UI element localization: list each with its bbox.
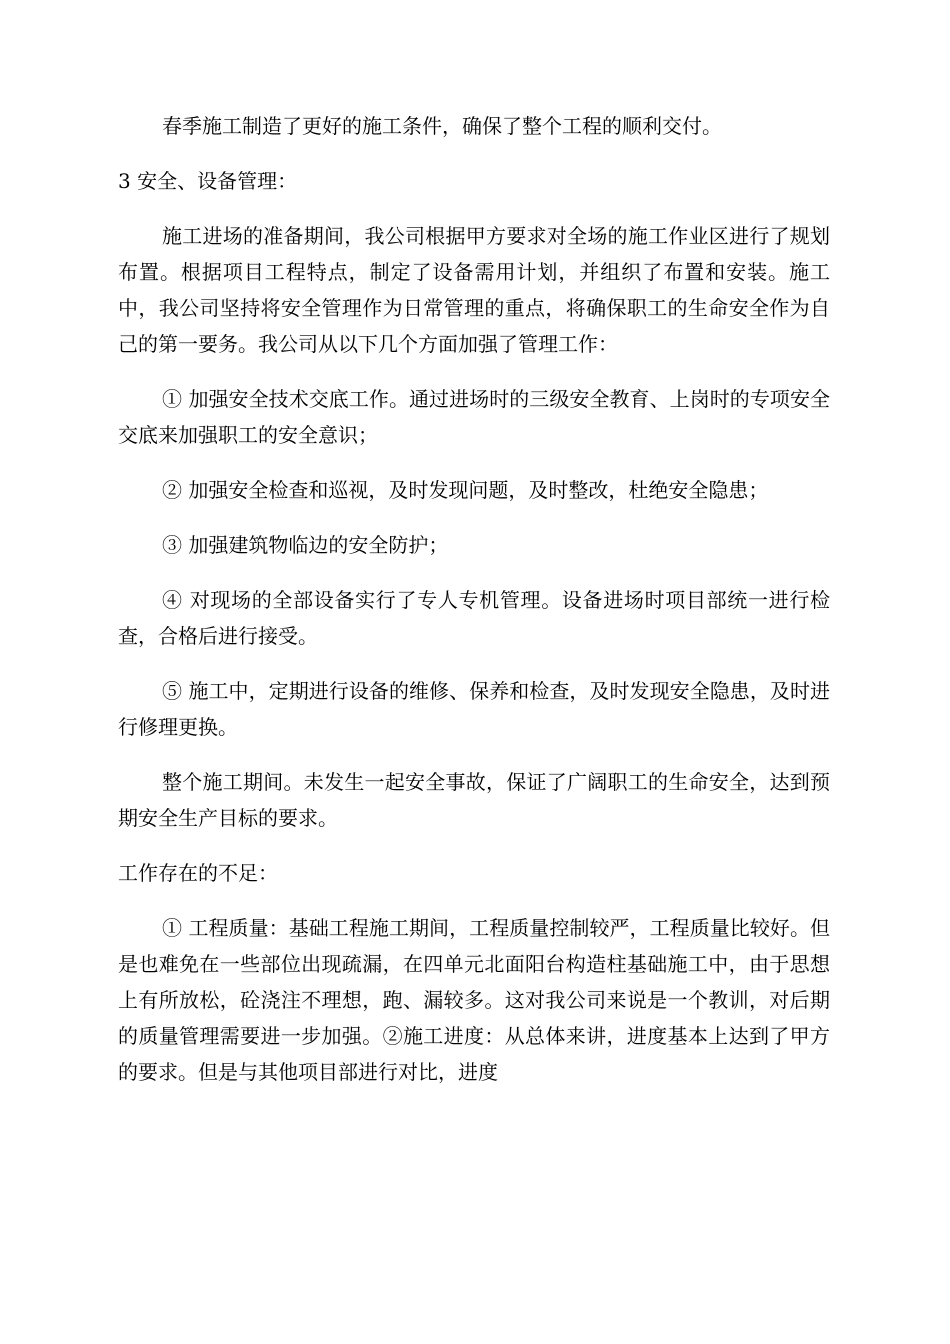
list-item-1: ① 加强安全技术交底工作。通过进场时的三级安全教育、上岗时的专项安全交底来加强职工的安全意识； — [118, 387, 830, 447]
section-heading-shortcomings: 工作存在的不足： — [118, 861, 278, 885]
paragraph-shortcomings-detail: ① 工程质量：基础工程施工期间，工程质量控制较严，工程质量比较好。但是也难免在一些部位出现疏漏，在四单元北面阳台构造柱基础施工中，由于思想上有所放松，砼浇注不理想，跑、漏较多。这对我公司来说是一个教训，对后期的质量管理需要进一步加强。②施工进度：从总体来讲，进度基本上达到了甲方的要求。但是与其他项目部进行对比，进度 — [118, 916, 830, 1084]
section-heading-safety-equipment: 3 安全、设备管理： — [118, 169, 298, 193]
paragraph-safety-overview: 施工进场的准备期间，我公司根据甲方要求对全场的施工作业区进行了规划布置。根据项目工程特点，制定了设备需用计划，并组织了布置和安装。施工中，我公司坚持将安全管理作为日常管理的重点，将确保职工的生命安全作为自己的第一要务。我公司从以下几个方面加强了管理工作： — [118, 224, 830, 356]
document-page — [118, 108, 830, 1109]
list-item-4: ④ 对现场的全部设备实行了专人专机管理。设备进场时项目部统一进行检查，合格后进行接受。 — [118, 588, 830, 648]
list-item-2: ② 加强安全检查和巡视，及时发现问题，及时整改，杜绝安全隐患； — [162, 478, 769, 502]
list-item-3: ③ 加强建筑物临边的安全防护； — [162, 533, 449, 557]
paragraph-spring-construction: 春季施工制造了更好的施工条件，确保了整个工程的顺利交付。 — [162, 114, 722, 138]
list-item-5: ⑤ 施工中，定期进行设备的维修、保养和检查，及时发现安全隐患，及时进行修理更换。 — [118, 679, 830, 739]
paragraph-safety-summary: 整个施工期间。未发生一起安全事故，保证了广阔职工的生命安全，达到预期安全生产目标的要求。 — [118, 770, 830, 830]
